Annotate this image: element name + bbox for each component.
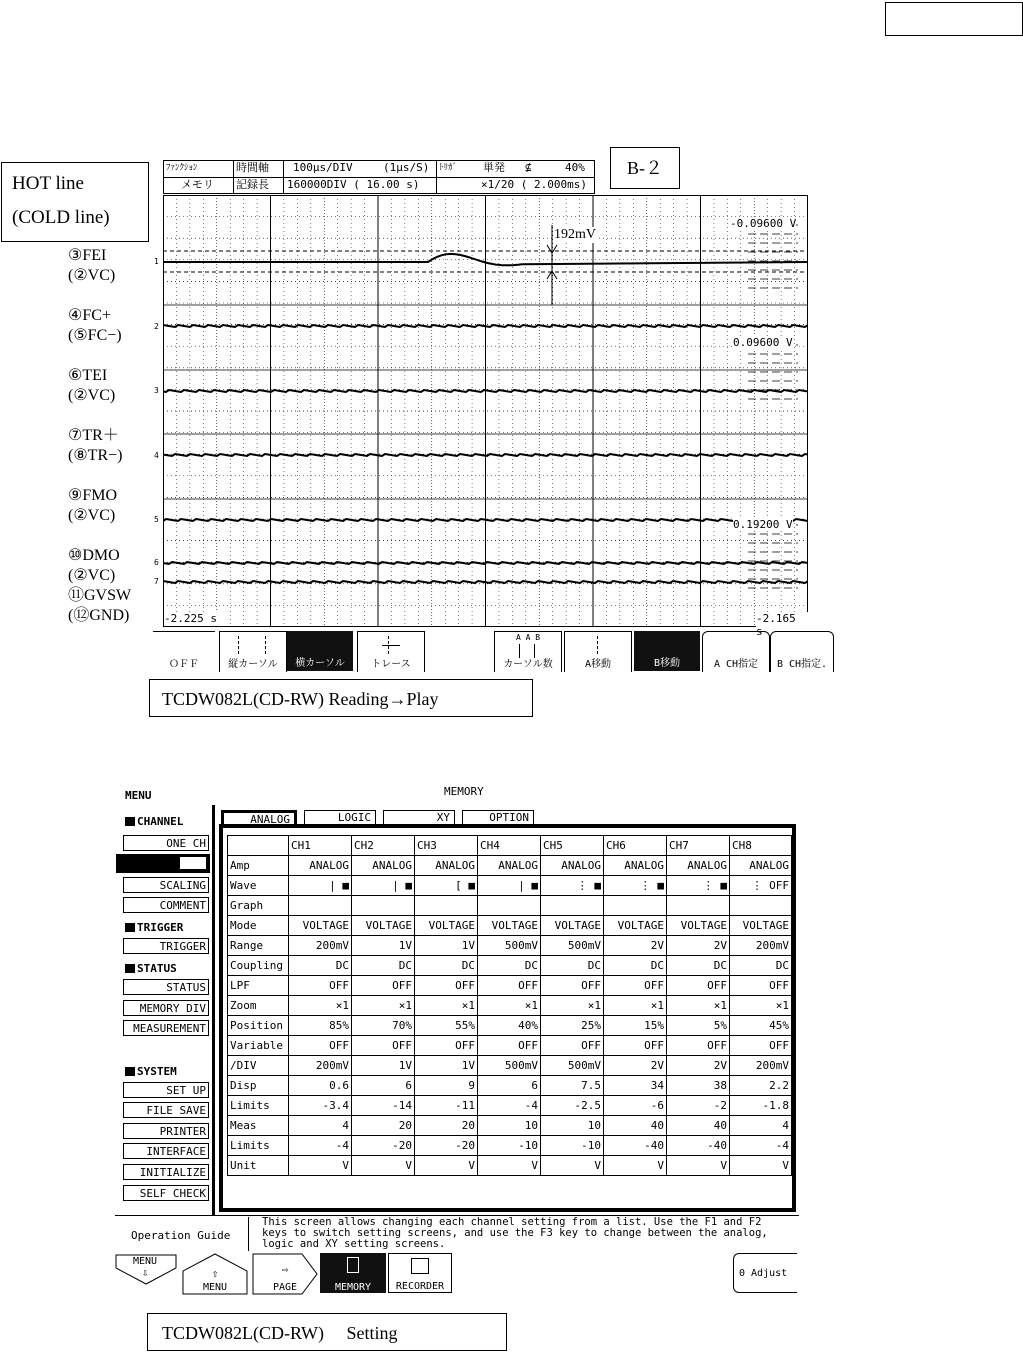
cursor-count-icon [519, 644, 535, 658]
setting-cell[interactable]: 20 [352, 1116, 415, 1136]
sampling-rate: (1μs/S) [383, 161, 430, 174]
setting-cell[interactable]: ⋮ OFF [730, 876, 792, 896]
setting-cell[interactable]: OFF [289, 976, 352, 996]
setting-cell[interactable]: 85% [289, 1016, 352, 1036]
fkey-b-ch-select[interactable]: B CH指定. [770, 631, 834, 672]
setting-cell[interactable]: 500mV [478, 936, 541, 956]
trigger-position: 40% [565, 161, 585, 174]
setting-cell[interactable]: ANALOG [415, 856, 478, 876]
side-trigger[interactable]: TRIGGER [123, 938, 209, 954]
table-row [228, 976, 792, 996]
column-header: CH3 [415, 836, 478, 856]
setting-cell[interactable]: 200mV [730, 936, 792, 956]
hot-line-label: HOT line [12, 173, 84, 194]
figure-tag: B-２ [610, 147, 680, 189]
setting-cell[interactable] [478, 896, 541, 916]
tab-analog[interactable]: ANALOG [221, 810, 297, 825]
fkey-a-ch-select[interactable]: A CH指定 [702, 631, 770, 672]
recorder-icon [411, 1258, 429, 1274]
setting-cell[interactable]: 4 [730, 1116, 792, 1136]
side-printer[interactable]: PRINTER [123, 1123, 209, 1139]
header-corner [228, 836, 289, 856]
guide-text: This screen allows changing each channel setting from a list. Use the F1 and F2 keys to switch setting screens, and use the F3 key to change between the analog, logic and XY setting screens. [262, 1216, 768, 1250]
setting-cell[interactable]: 500mV [541, 1056, 604, 1076]
record-length-label: 記録長 [236, 178, 269, 191]
zoom-value: ×1/20 ( 2.000ms) [481, 178, 587, 191]
setting-cell[interactable]: OFF [730, 1036, 792, 1056]
setting-cell[interactable]: -1.8 [730, 1096, 792, 1116]
table-row [228, 916, 792, 936]
setting-cell[interactable]: ANALOG [289, 856, 352, 876]
setting-cell[interactable]: OFF [730, 976, 792, 996]
column-header: CH7 [667, 836, 730, 856]
caption-reading-play: TCDW082L(CD-RW) Reading→Play [149, 679, 533, 717]
setting-cell[interactable]: V [541, 1156, 604, 1176]
setting-cell[interactable]: VOLTAGE [415, 916, 478, 936]
group-channel: CHANNEL [125, 815, 183, 828]
setting-cell[interactable]: DC [415, 956, 478, 976]
setting-cell[interactable]: 55% [415, 1016, 478, 1036]
channel-number: 2 [154, 322, 159, 331]
side-status[interactable]: STATUS [123, 979, 209, 995]
setting-cell[interactable]: VOLTAGE [352, 916, 415, 936]
fkey-horizontal-cursor[interactable]: 横カーソル [287, 631, 353, 671]
row-label: Limits [228, 1096, 289, 1116]
setting-cell[interactable]: 7.5 [541, 1076, 604, 1096]
column-header: CH6 [604, 836, 667, 856]
table-header-row [228, 836, 792, 856]
setting-cell[interactable]: VOLTAGE [541, 916, 604, 936]
setting-cell[interactable]: -4 [478, 1096, 541, 1116]
fkey-a-move[interactable]: A移動 [564, 631, 632, 672]
setting-cell[interactable]: DC [541, 956, 604, 976]
setting-cell[interactable]: -40 [667, 1136, 730, 1156]
guide-label: Operation Guide [131, 1229, 231, 1242]
cold-line-label: (COLD line) [12, 207, 110, 228]
setting-cell[interactable]: 200mV [289, 1056, 352, 1076]
bottom-key-menu-down[interactable]: MENU ⇩ [115, 1254, 175, 1284]
setting-cell[interactable]: -2 [667, 1096, 730, 1116]
setting-cell[interactable]: ⋮ ■ [604, 876, 667, 896]
setting-cell[interactable]: 1V [415, 936, 478, 956]
setting-cell[interactable]: ×1 [667, 996, 730, 1016]
setting-cell[interactable]: -4 [730, 1136, 792, 1156]
setting-cell[interactable]: 70% [352, 1016, 415, 1036]
setting-cell[interactable]: 25% [541, 1016, 604, 1036]
setting-cell[interactable]: ×1 [730, 996, 792, 1016]
setting-cell[interactable] [415, 896, 478, 916]
setting-cell[interactable]: OFF [667, 976, 730, 996]
square-icon [125, 964, 135, 973]
setting-cell[interactable]: V [478, 1156, 541, 1176]
setting-cell[interactable]: VOLTAGE [289, 916, 352, 936]
setting-cell[interactable]: 200mV [289, 936, 352, 956]
row-label: Disp [228, 1076, 289, 1096]
table-row [228, 936, 792, 956]
vertical-cursor-icon [238, 636, 266, 654]
group-status: STATUS [125, 962, 177, 975]
square-icon [125, 817, 135, 826]
setting-cell[interactable]: | ■ [352, 876, 415, 896]
table-row [228, 1136, 792, 1156]
setting-cell[interactable]: 38 [667, 1076, 730, 1096]
setting-cell[interactable]: OFF [604, 1036, 667, 1056]
row-label: Coupling [228, 956, 289, 976]
setting-cell[interactable]: -20 [415, 1136, 478, 1156]
setting-cell[interactable]: 2.2 [730, 1076, 792, 1096]
signal-label-fei: ③FEI (②VC) [68, 247, 116, 284]
setting-cell[interactable] [667, 896, 730, 916]
setting-cell[interactable]: VOLTAGE [604, 916, 667, 936]
table-row [228, 996, 792, 1016]
setting-cell[interactable]: ANALOG [667, 856, 730, 876]
setting-cell[interactable]: V [730, 1156, 792, 1176]
setting-cell[interactable]: ANALOG [604, 856, 667, 876]
signal-label-tr: ⑦TR＋ (⑧TR−) [68, 427, 123, 464]
setting-cell[interactable]: OFF [415, 976, 478, 996]
timebase-value: 100μs/DIV [293, 161, 353, 174]
setting-cell[interactable]: ANALOG [478, 856, 541, 876]
menu-title: MENU [125, 789, 152, 802]
setting-cell[interactable]: 1V [415, 1056, 478, 1076]
setting-cell[interactable]: V [604, 1156, 667, 1176]
setting-cell[interactable]: -6 [604, 1096, 667, 1116]
column-header: CH4 [478, 836, 541, 856]
volt-label: 0.19200 V [733, 518, 793, 531]
column-header: CH5 [541, 836, 604, 856]
bottom-key-zero-adjust[interactable]: 0 Adjust [733, 1253, 797, 1293]
setting-cell[interactable]: 1V [352, 1056, 415, 1076]
setting-cell[interactable]: | ■ [478, 876, 541, 896]
time-left: -2.225 s [164, 612, 217, 625]
channel-number: 4 [154, 451, 159, 460]
row-label: Variable [228, 1036, 289, 1056]
setting-cell[interactable]: DC [604, 956, 667, 976]
setting-cell[interactable]: OFF [478, 976, 541, 996]
setting-cell[interactable]: 6 [352, 1076, 415, 1096]
setting-cell[interactable]: 2V [667, 936, 730, 956]
side-comment[interactable]: COMMENT [123, 897, 209, 913]
table-row [228, 1096, 792, 1116]
setting-cell[interactable]: | ■ [289, 876, 352, 896]
trace-ch6 [163, 562, 808, 564]
table-row [228, 856, 792, 876]
side-memory-div[interactable]: MEMORY DIV [123, 1000, 209, 1016]
row-label: Mode [228, 916, 289, 936]
side-scaling[interactable]: SCALING [123, 877, 209, 893]
setting-cell[interactable]: OFF [352, 976, 415, 996]
fkey-off[interactable]: ＯＦＦ [153, 631, 215, 672]
trace-icon [382, 636, 400, 654]
side-initialize[interactable]: INITIALIZE [123, 1164, 209, 1180]
side-interface[interactable]: INTERFACE [123, 1143, 209, 1159]
setting-cell[interactable]: OFF [604, 976, 667, 996]
table-row [228, 1116, 792, 1136]
channel-number: 1 [154, 257, 159, 266]
setting-cell[interactable]: V [352, 1156, 415, 1176]
setting-cell[interactable]: VOLTAGE [730, 916, 792, 936]
column-header: CH2 [352, 836, 415, 856]
signal-label-dmo-gvsw: ⑩DMO (②VC) ⑪GVSW (⑫GND) [68, 547, 132, 624]
scope-grid [163, 195, 808, 627]
setting-cell[interactable]: ×1 [604, 996, 667, 1016]
setting-cell[interactable]: VOLTAGE [478, 916, 541, 936]
setting-cell[interactable]: 9 [415, 1076, 478, 1096]
square-icon [125, 923, 135, 932]
setting-cell[interactable]: 40 [667, 1116, 730, 1136]
function-value: メモリ [181, 178, 214, 191]
setting-cell[interactable]: 40 [604, 1116, 667, 1136]
setting-cell[interactable]: 10 [541, 1116, 604, 1136]
guide-separator [248, 1217, 249, 1251]
fkey-vertical-cursor[interactable]: 縦カーソル [219, 631, 287, 672]
setting-cell[interactable]: ×1 [415, 996, 478, 1016]
row-label: Position [228, 1016, 289, 1036]
function-label: ﾌｧﾝｸｼｮﾝ [166, 163, 198, 173]
setting-cell[interactable] [352, 896, 415, 916]
setting-cell[interactable]: ⋮ ■ [541, 876, 604, 896]
setting-cell[interactable]: -4 [289, 1136, 352, 1156]
setting-cell[interactable]: DC [730, 956, 792, 976]
table-row [228, 956, 792, 976]
row-label: Meas [228, 1116, 289, 1136]
signal-label-tei: ⑥TEI (②VC) [68, 367, 116, 404]
row-label: Graph [228, 896, 289, 916]
setting-cell[interactable]: OFF [541, 976, 604, 996]
row-label: Limits [228, 1136, 289, 1156]
caption-setting: TCDW082L(CD-RW) Setting [147, 1313, 507, 1351]
setting-cell[interactable]: ×1 [352, 996, 415, 1016]
row-label: Zoom [228, 996, 289, 1016]
setting-cell[interactable]: 2V [667, 1056, 730, 1076]
setting-cell[interactable]: 10 [478, 1116, 541, 1136]
timebase-label: 時間軸 [236, 161, 269, 174]
setting-cell[interactable]: ANALOG [541, 856, 604, 876]
fkey-b-move[interactable]: B移動 [634, 631, 700, 671]
setting-cell[interactable]: -11 [415, 1096, 478, 1116]
setting-cell[interactable]: -2.5 [541, 1096, 604, 1116]
setting-cell[interactable]: -40 [604, 1136, 667, 1156]
table-row [228, 1016, 792, 1036]
table-row [228, 876, 792, 896]
setting-cell[interactable]: OFF [541, 1036, 604, 1056]
group-system: SYSTEM [125, 1065, 177, 1078]
setting-cell[interactable]: ANALOG [730, 856, 792, 876]
volt-label: -0.09600 V [730, 217, 797, 230]
setting-cell[interactable] [541, 896, 604, 916]
tab-option[interactable]: OPTION [462, 810, 534, 825]
memory-screen-title: MEMORY [444, 785, 484, 798]
setting-cell[interactable]: 2V [604, 936, 667, 956]
tab-xy[interactable]: XY [383, 810, 455, 825]
group-trigger: TRIGGER [125, 921, 183, 934]
scope-screen [154, 195, 808, 638]
setting-cell[interactable]: OFF [415, 1036, 478, 1056]
setting-cell[interactable]: 1V [352, 936, 415, 956]
setting-cell[interactable]: -20 [352, 1136, 415, 1156]
a-move-icon [597, 636, 598, 654]
setting-cell[interactable]: V [667, 1156, 730, 1176]
time-right: -2.165 s [756, 612, 808, 638]
channel-number: 5 [154, 515, 159, 524]
setting-cell[interactable]: 6 [478, 1076, 541, 1096]
trigger-mode: 単発 [483, 161, 505, 174]
setting-cell[interactable]: -10 [478, 1136, 541, 1156]
setting-cell[interactable] [604, 896, 667, 916]
signal-label-fc: ④FC+ (⑤FC−) [68, 307, 122, 344]
setting-cell[interactable]: DC [667, 956, 730, 976]
setting-cell[interactable]: ANALOG [352, 856, 415, 876]
column-header: CH8 [730, 836, 792, 856]
setting-cell[interactable]: 15% [604, 1016, 667, 1036]
setting-cell[interactable]: OFF [667, 1036, 730, 1056]
side-file-save[interactable]: FILE SAVE [123, 1102, 209, 1118]
row-label: Range [228, 936, 289, 956]
side-measurement[interactable]: MEASUREMENT [123, 1020, 209, 1036]
trigger-label: ﾄﾘｶﾞ [439, 163, 458, 173]
table-row [228, 1156, 792, 1176]
side-one-ch[interactable]: ONE CH [123, 835, 209, 851]
setting-cell[interactable]: ×1 [541, 996, 604, 1016]
panel-divider [212, 805, 215, 1215]
setting-cell[interactable]: V [289, 1156, 352, 1176]
setting-cell[interactable]: DC [352, 956, 415, 976]
setting-cell[interactable]: ×1 [289, 996, 352, 1016]
side-self-check[interactable]: SELF CHECK [123, 1185, 209, 1201]
setting-cell[interactable]: V [415, 1156, 478, 1176]
hot-cold-label-box [1, 162, 149, 242]
scope-header [163, 160, 595, 194]
bottom-key-menu-up[interactable]: ⇧ MENU [182, 1253, 248, 1293]
setting-cell[interactable]: 20 [415, 1116, 478, 1136]
page-tag-box [885, 2, 1023, 36]
setting-cell[interactable]: -3.4 [289, 1096, 352, 1116]
column-header: CH1 [289, 836, 352, 856]
row-label: /DIV [228, 1056, 289, 1076]
fkey-cursor-count[interactable]: A A B カーソル数 [494, 631, 562, 672]
table-row [228, 1076, 792, 1096]
table-row [228, 896, 792, 916]
record-length-value: 160000DIV ( 16.00 s) [287, 178, 420, 191]
setting-cell[interactable]: 45% [730, 1016, 792, 1036]
setting-cell[interactable]: ⋮ ■ [667, 876, 730, 896]
trigger-slope-icon: ⊈ [525, 161, 532, 174]
setting-cell[interactable]: 500mV [478, 1056, 541, 1076]
setting-cell[interactable]: 5% [667, 1016, 730, 1036]
channel-number: 7 [154, 577, 159, 586]
bottom-key-recorder[interactable]: RECORDER [388, 1253, 452, 1293]
setting-cell[interactable]: [ ■ [415, 876, 478, 896]
fkey-trace[interactable]: トレース [357, 631, 425, 672]
setting-cell[interactable]: OFF [352, 1036, 415, 1056]
setting-cell[interactable]: 4 [289, 1116, 352, 1136]
square-icon [125, 1067, 135, 1076]
row-label: Amp [228, 856, 289, 876]
setting-cell[interactable]: OFF [478, 1036, 541, 1056]
setting-cell[interactable]: OFF [289, 1036, 352, 1056]
tab-logic[interactable]: LOGIC [304, 810, 376, 825]
setting-cell[interactable]: 0.6 [289, 1076, 352, 1096]
channel-number: 6 [154, 558, 159, 567]
setting-cell[interactable] [730, 896, 792, 916]
setting-cell[interactable]: -14 [352, 1096, 415, 1116]
channel-number: 3 [154, 386, 159, 395]
signal-label-fmo: ⑨FMO (②VC) [68, 487, 118, 524]
bottom-key-memory[interactable]: MEMORY [320, 1253, 386, 1293]
setting-cell[interactable]: 40% [478, 1016, 541, 1036]
setting-cell[interactable]: -10 [541, 1136, 604, 1156]
amplitude-annotation: 192mV [554, 227, 596, 242]
setting-cell[interactable]: DC [289, 956, 352, 976]
setting-cell[interactable]: DC [478, 956, 541, 976]
table-row [228, 1036, 792, 1056]
setting-cell[interactable]: 2V [604, 1056, 667, 1076]
setting-cell[interactable] [289, 896, 352, 916]
memory-icon [347, 1257, 359, 1273]
setting-cell[interactable]: 200mV [730, 1056, 792, 1076]
side-set-up[interactable]: SET UP [123, 1082, 209, 1098]
row-label: Unit [228, 1156, 289, 1176]
setting-cell[interactable]: 34 [604, 1076, 667, 1096]
row-label: Wave [228, 876, 289, 896]
setting-cell[interactable]: VOLTAGE [667, 916, 730, 936]
bottom-key-page[interactable]: ⇨ PAGE [252, 1253, 318, 1293]
row-label: LPF [228, 976, 289, 996]
channel-settings-table [227, 835, 792, 1176]
setting-cell[interactable]: 500mV [541, 936, 604, 956]
side-selected-item[interactable] [116, 854, 210, 873]
setting-cell[interactable]: ×1 [478, 996, 541, 1016]
table-row [228, 1056, 792, 1076]
volt-label: 0.09600 V [733, 336, 793, 349]
